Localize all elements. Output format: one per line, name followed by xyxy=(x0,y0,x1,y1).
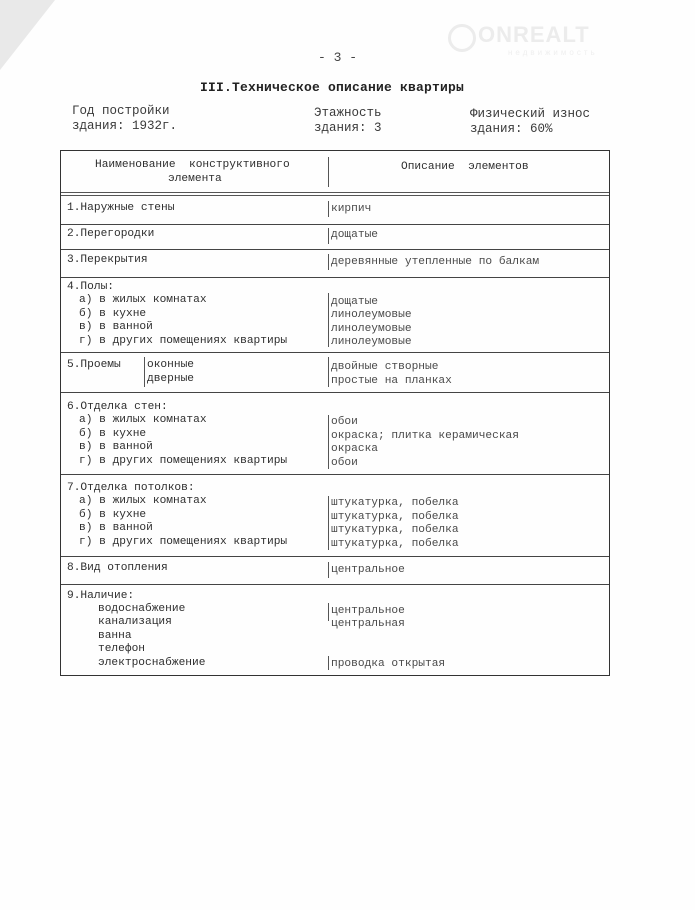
floors-item-label: а) в жилых комнатах xyxy=(79,294,207,306)
wall-finish-item-label: б) в кухне xyxy=(79,428,147,440)
col-divider xyxy=(328,656,329,670)
utilities-item-value: центральное xyxy=(331,605,405,617)
watermark-sub: недвижимость xyxy=(508,48,598,57)
wall-finish-item-label: г) в других помещениях квартиры xyxy=(79,455,288,467)
openings-item-value: двойные створные xyxy=(331,361,439,373)
row-divider xyxy=(61,392,609,393)
heating-value: центральное xyxy=(331,564,405,576)
floors-item-value: дощатые xyxy=(331,296,378,308)
walls-value: кирпич xyxy=(331,203,372,215)
wall-finish-item-label: в) в ванной xyxy=(79,441,153,453)
floors-item-label: б) в кухне xyxy=(79,308,147,320)
col-divider xyxy=(328,496,329,550)
house-icon xyxy=(448,24,476,52)
utilities-item-value: проводка открытая xyxy=(331,658,446,670)
openings-label: 5.Проемы xyxy=(67,359,121,371)
info-wear xyxy=(470,107,590,137)
info-wear-line1: Физический износ xyxy=(470,107,591,121)
info-year xyxy=(72,104,177,134)
col-divider xyxy=(328,201,329,217)
row-divider xyxy=(61,474,609,475)
openings-item-value: простые на планках xyxy=(331,375,452,387)
wall-finish-item-value: обои xyxy=(331,416,358,428)
header-col1-line2: элемента xyxy=(168,173,222,185)
partitions-label: 2.Перегородки xyxy=(67,228,155,240)
ceiling-finish-item-label: в) в ванной xyxy=(79,522,153,534)
row-divider xyxy=(61,249,609,250)
wall-finish-item-label: а) в жилых комнатах xyxy=(79,414,207,426)
ceiling-finish-item-value: штукатурка, побелка xyxy=(331,511,459,523)
floors-item-value: линолеумовые xyxy=(331,323,412,335)
col-divider xyxy=(328,157,329,187)
ceilings-label: 3.Перекрытия xyxy=(67,254,148,266)
page-number: - 3 - xyxy=(318,50,358,65)
row-divider xyxy=(61,277,609,278)
floors-item-label: г) в других помещениях квартиры xyxy=(79,335,288,347)
col-divider xyxy=(328,562,329,578)
header-col2: Описание элементов xyxy=(401,161,529,173)
page-title: III.Техническое описание квартиры xyxy=(200,80,465,95)
elements-table xyxy=(60,150,610,676)
utilities-item-value: центральная xyxy=(331,618,405,630)
info-floors xyxy=(314,106,382,136)
floors-item-value: линолеумовые xyxy=(331,336,412,348)
row-divider xyxy=(61,224,609,225)
info-year-line1: Год постройки xyxy=(72,104,170,118)
col-divider xyxy=(328,293,329,347)
ceiling-finish-item-value: штукатурка, побелка xyxy=(331,538,459,550)
wall-finish-label: 6.Отделка стен: xyxy=(67,401,168,413)
wall-finish-item-value: окраска xyxy=(331,443,378,455)
walls-label: 1.Наружные стены xyxy=(67,202,175,214)
ceiling-finish-item-label: а) в жилых комнатах xyxy=(79,495,207,507)
floors-label: 4.Полы: xyxy=(67,281,114,293)
watermark-name: ONREALT xyxy=(478,22,590,47)
openings-item-label: дверные xyxy=(147,373,194,385)
floors-item-label: в) в ванной xyxy=(79,321,153,333)
partitions-value: дощатые xyxy=(331,229,378,241)
info-floors-line2: здания: 3 xyxy=(314,121,382,135)
openings-item-label: оконные xyxy=(147,359,194,371)
utilities-item-label: телефон xyxy=(98,643,145,655)
col-divider xyxy=(328,603,329,621)
wall-finish-item-value: окраска; плитка керамическая xyxy=(331,430,519,442)
info-wear-line2: здания: 60% xyxy=(470,122,553,136)
row-divider xyxy=(61,352,609,353)
col-divider xyxy=(328,228,329,244)
ceiling-finish-item-label: б) в кухне xyxy=(79,509,147,521)
col-divider xyxy=(328,254,329,270)
ceiling-finish-label: 7.Отделка потолков: xyxy=(67,482,195,494)
utilities-label: 9.Наличие: xyxy=(67,590,135,602)
row-divider xyxy=(61,584,609,585)
utilities-item-label: ванна xyxy=(98,630,132,642)
utilities-item-label: электроснабжение xyxy=(98,657,206,669)
heating-label: 8.Вид отопления xyxy=(67,562,168,574)
utilities-item-label: водоснабжение xyxy=(98,603,186,615)
ceilings-value: деревянные утепленные по балкам xyxy=(331,256,540,268)
row-divider xyxy=(61,556,609,557)
ceiling-finish-item-value: штукатурка, побелка xyxy=(331,524,459,536)
ceiling-finish-item-value: штукатурка, побелка xyxy=(331,497,459,509)
utilities-item-label: канализация xyxy=(98,616,172,628)
page-fold-corner xyxy=(0,0,55,70)
info-year-line2: здания: 1932г. xyxy=(72,119,178,133)
info-floors-line1: Этажность xyxy=(314,106,382,120)
col-divider xyxy=(328,357,329,387)
col-divider xyxy=(144,357,145,387)
watermark-logo xyxy=(478,22,598,57)
col-divider xyxy=(328,415,329,469)
wall-finish-item-value: обои xyxy=(331,457,358,469)
header-col1-line1: Наименование конструктивного xyxy=(95,159,290,171)
row-divider xyxy=(61,192,609,196)
ceiling-finish-item-label: г) в других помещениях квартиры xyxy=(79,536,288,548)
floors-item-value: линолеумовые xyxy=(331,309,412,321)
